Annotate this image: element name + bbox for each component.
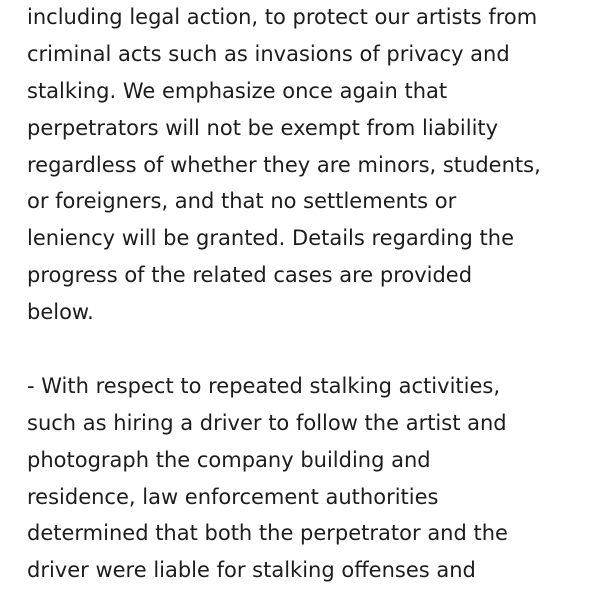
paragraph-line: driver were liable for stalking offenses and: [27, 558, 476, 583]
paragraph-stalking-details: [27, 368, 587, 589]
paragraph-line: photograph the company building and: [27, 447, 431, 472]
paragraph-line: below.: [27, 300, 94, 325]
paragraph-line: - With respect to repeated stalking activities,: [27, 373, 501, 398]
paragraph-line: leniency will be granted. Details regarding the: [27, 226, 515, 251]
article-body: [27, 0, 587, 589]
paragraph-line: residence, law enforcement authorities: [27, 484, 439, 509]
paragraph-line: progress of the related cases are provided: [27, 263, 473, 288]
paragraph-line: stalking. We emphasize once again that: [27, 78, 448, 103]
paragraph-line: such as hiring a driver to follow the artist and: [27, 410, 507, 435]
paragraph-line: or foreigners, and that no settlements or: [27, 189, 457, 214]
paragraph-line: determined that both the perpetrator and the: [27, 521, 508, 546]
paragraph-line: perpetrators will not be exempt from liability: [27, 115, 499, 140]
paragraph-spacer: [27, 331, 587, 368]
paragraph-legal-action: [27, 0, 587, 331]
paragraph-line: criminal acts such as invasions of privacy and: [27, 41, 510, 66]
paragraph-line: including legal action, to protect our artists from: [27, 5, 538, 29]
paragraph-line: regardless of whether they are minors, students,: [27, 152, 541, 177]
